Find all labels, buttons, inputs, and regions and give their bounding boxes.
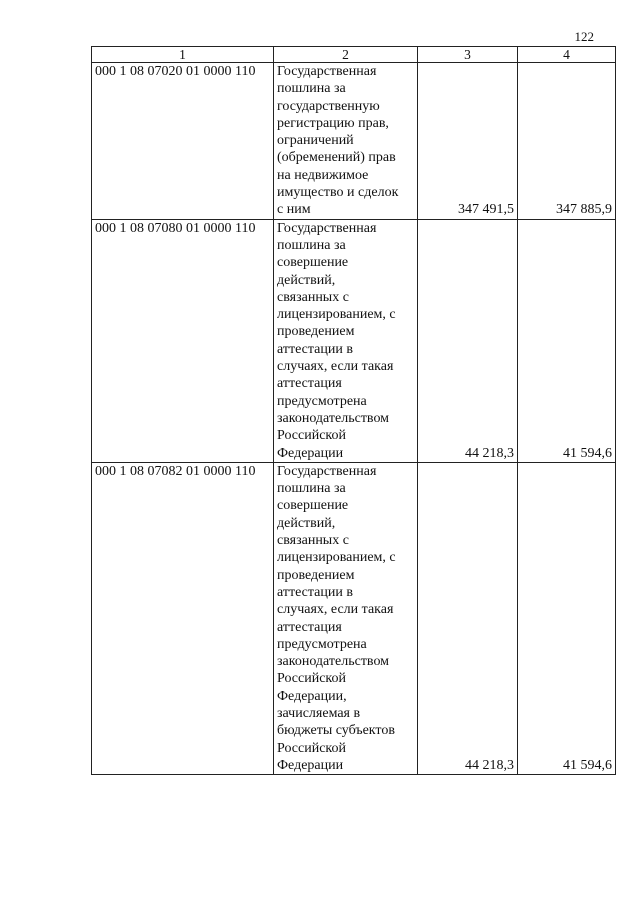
revenue-name-line: регистрацию прав, <box>277 115 389 131</box>
revenue-name-line: случаях, если такая <box>277 359 394 375</box>
revenue-name-line: проведением <box>277 567 355 583</box>
table-header <box>92 47 616 63</box>
revenue-name-line: совершение <box>277 498 349 514</box>
table-row <box>92 462 616 774</box>
table-row <box>92 63 616 220</box>
revenue-name-line: связанных с <box>277 289 349 305</box>
amount-column-3-cell: 44 218,3 <box>418 462 518 774</box>
revenue-name-line: случаях, если такая <box>277 602 394 618</box>
budget-code-cell: 000 1 08 07082 01 0000 110 <box>92 462 274 774</box>
budget-code-cell: 000 1 08 07080 01 0000 110 <box>92 219 274 462</box>
revenue-name-line: совершение <box>277 255 349 271</box>
revenue-name-line: действий, <box>277 515 336 531</box>
column-header-1: 1 <box>92 47 274 63</box>
revenue-name-line: действий, <box>277 272 336 288</box>
revenue-name-line: лицензированием, с <box>277 307 396 323</box>
revenue-name-line: Федерации <box>277 445 344 461</box>
budget-code-cell: 000 1 08 07020 01 0000 110 <box>92 63 274 220</box>
revenue-name-line: лицензированием, с <box>277 550 396 566</box>
revenue-name-line: Государственная <box>277 220 377 236</box>
revenue-name-line: имущество и сделок <box>277 185 399 201</box>
revenue-name-line: Российской <box>277 671 346 687</box>
revenue-name-line: аттестация <box>277 376 342 392</box>
revenue-name-line: Федерации, <box>277 688 347 704</box>
revenue-name-line: бюджеты субъектов <box>277 723 395 739</box>
revenue-name-line: ограничений <box>277 133 354 149</box>
amount-column-4-cell: 41 594,6 <box>518 462 616 774</box>
revenue-name-line: аттестации в <box>277 584 353 600</box>
revenue-name-line: с ним <box>277 202 311 218</box>
column-header-3: 3 <box>418 47 518 63</box>
revenue-name-line: (обременений) прав <box>277 150 396 166</box>
amount-column-4-cell: 41 594,6 <box>518 219 616 462</box>
revenue-name-line: законодательством <box>277 410 390 426</box>
revenue-name-line: Российской <box>277 428 346 444</box>
revenue-name-line: предусмотрена <box>277 636 367 652</box>
revenue-name-line: пошлина за <box>277 81 346 97</box>
revenue-name-line: зачисляемая в <box>277 705 361 721</box>
revenue-name-line: проведением <box>277 324 355 340</box>
table-body <box>92 63 616 775</box>
amount-column-3-cell: 44 218,3 <box>418 219 518 462</box>
revenue-name-line: пошлина за <box>277 237 346 253</box>
revenue-name-cell <box>274 63 418 220</box>
revenue-name-line: предусмотрена <box>277 393 367 409</box>
revenue-name-cell <box>274 462 418 774</box>
revenue-name-line: связанных с <box>277 533 349 549</box>
revenue-name-line: Государственная <box>277 64 377 79</box>
amount-column-3-cell: 347 491,5 <box>418 63 518 220</box>
revenue-name-line: Федерации <box>277 757 344 773</box>
column-header-2: 2 <box>274 47 418 63</box>
revenue-name-line: Российской <box>277 740 346 756</box>
revenue-name-line: законодательством <box>277 654 390 670</box>
header-row <box>92 47 616 63</box>
column-header-4: 4 <box>518 47 616 63</box>
revenue-name-line: аттестация <box>277 619 342 635</box>
revenue-name-line: государственную <box>277 98 380 114</box>
budget-table <box>91 46 616 775</box>
table-row <box>92 219 616 462</box>
revenue-name-cell <box>274 219 418 462</box>
amount-column-4-cell: 347 885,9 <box>518 63 616 220</box>
revenue-name-line: на недвижимое <box>277 167 369 183</box>
revenue-name-line: аттестации в <box>277 341 353 357</box>
revenue-name-line: пошлина за <box>277 481 346 497</box>
page-number: 122 <box>574 29 594 44</box>
revenue-name-line: Государственная <box>277 463 377 479</box>
